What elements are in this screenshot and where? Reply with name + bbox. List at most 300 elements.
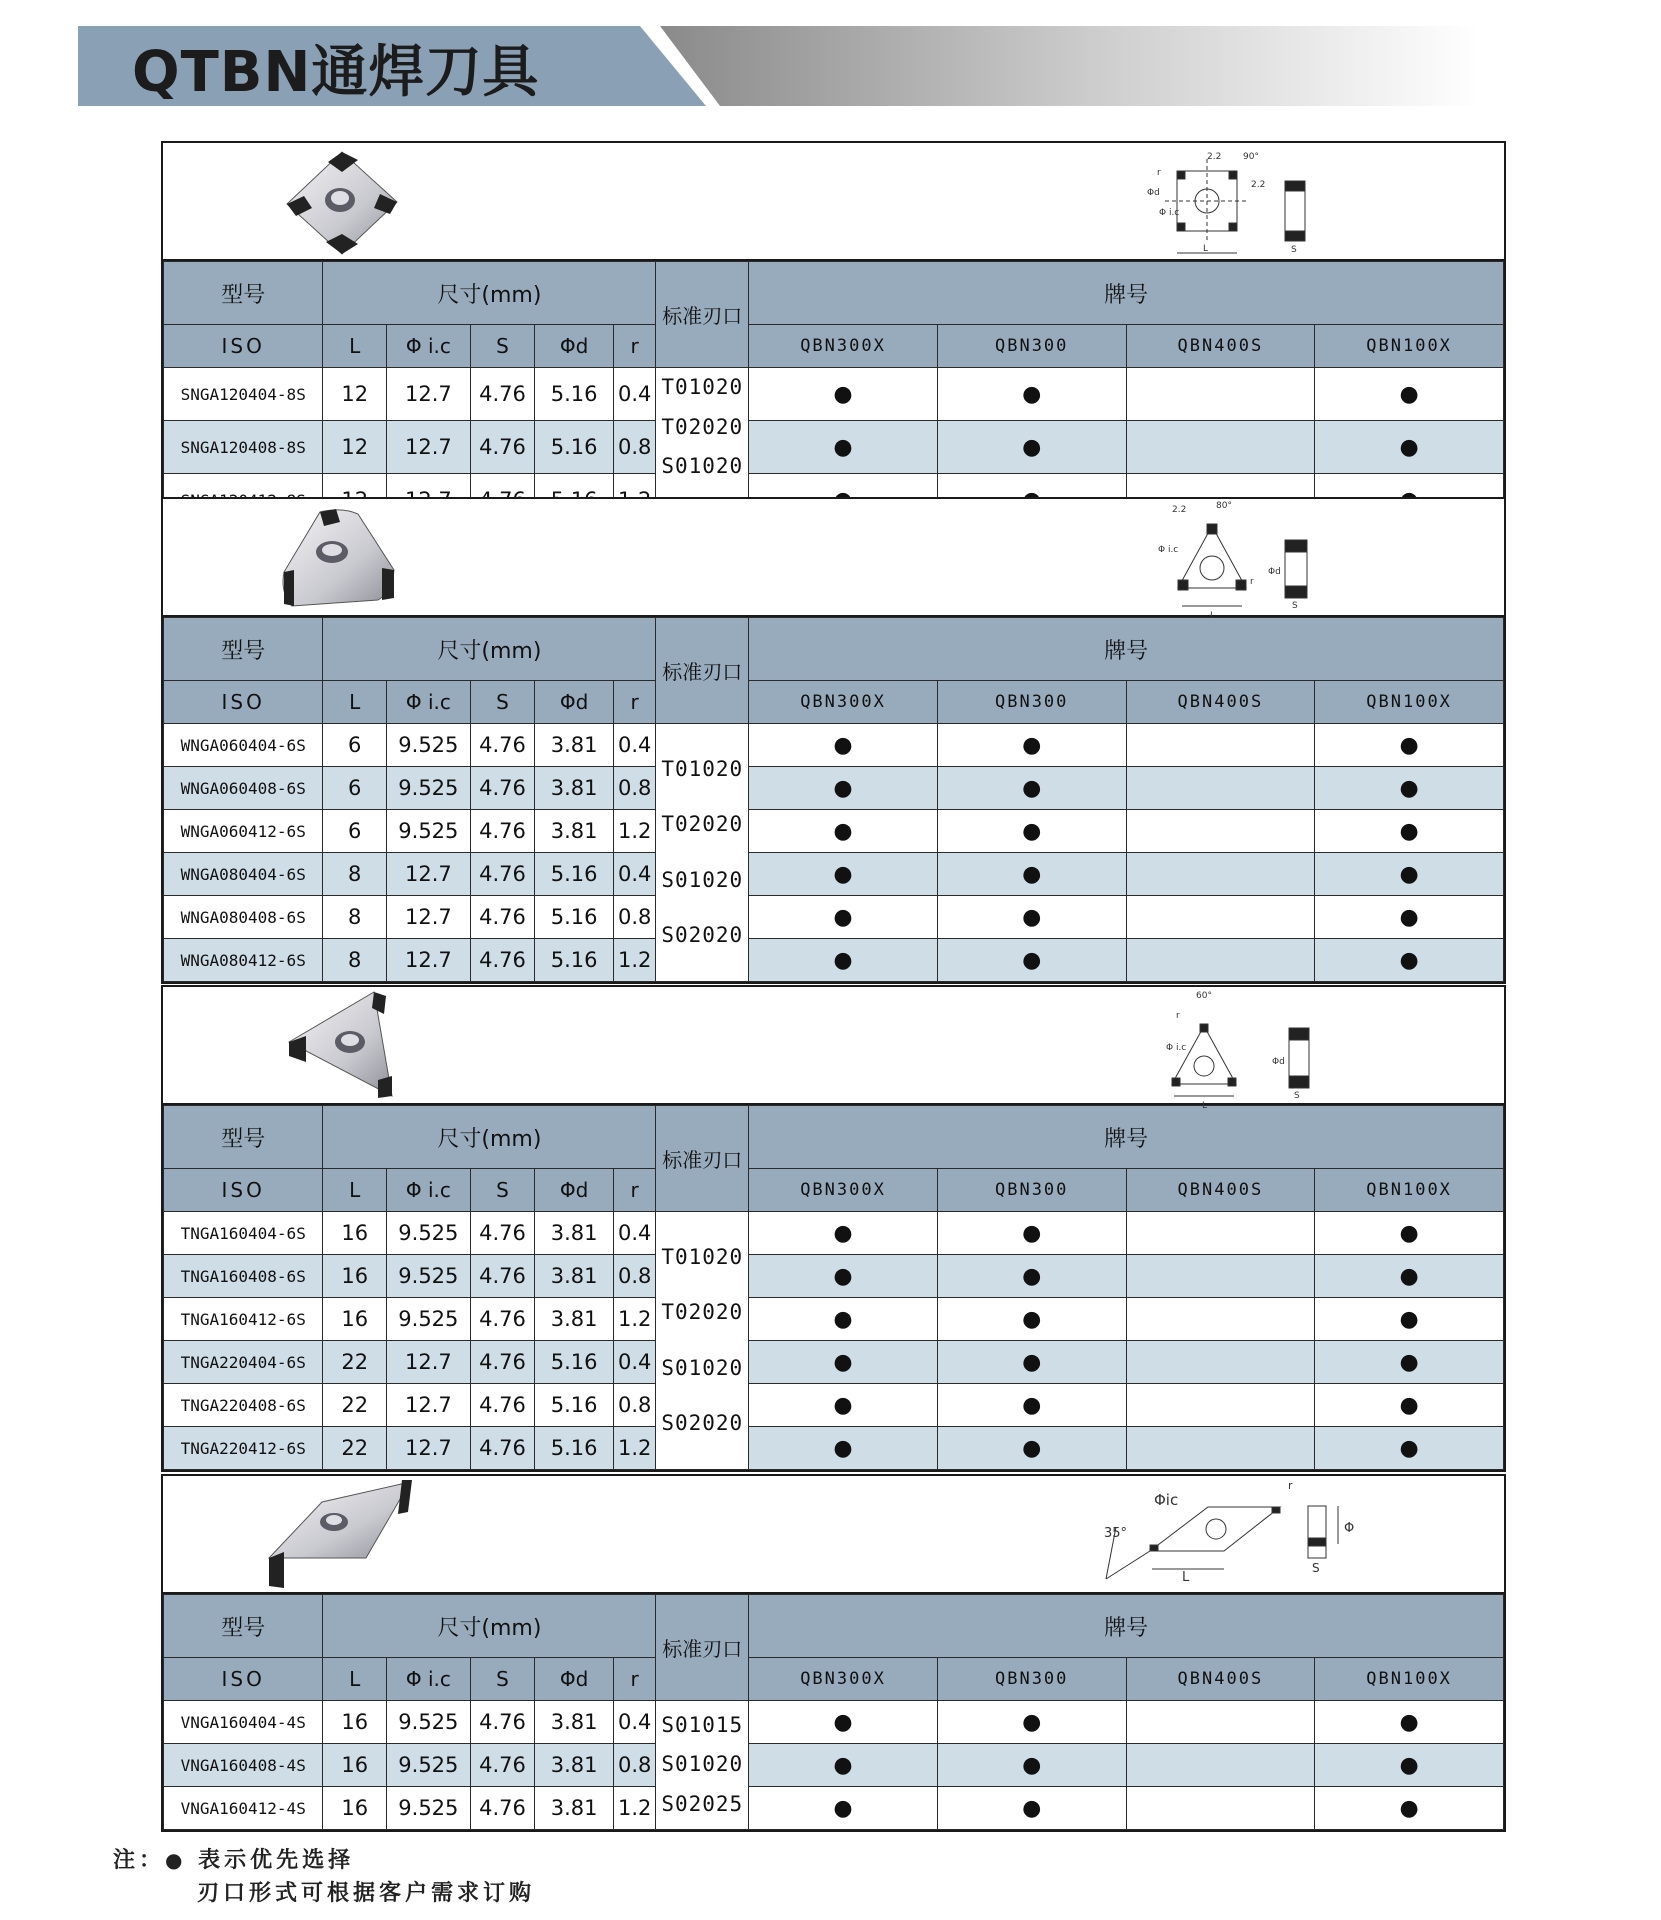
grade-availability-cell xyxy=(1315,1255,1504,1298)
recommended-dot-icon: ● xyxy=(1022,819,1042,844)
dim-header-d: Φd xyxy=(535,1169,614,1212)
grade-availability-cell xyxy=(1126,939,1315,982)
dim-value-S: 4.76 xyxy=(470,1701,535,1744)
dim-header-ic: Φ i.c xyxy=(386,681,470,724)
header-row xyxy=(164,1106,1504,1169)
brand-column-header: QBN400S xyxy=(1126,1658,1315,1701)
recommended-dot-icon: ● xyxy=(1399,435,1419,460)
grade-availability-cell xyxy=(937,1255,1126,1298)
edge-code: S01020 xyxy=(661,1355,744,1380)
iso-code: TNGA220412-6S xyxy=(164,1427,323,1470)
page-title: QTBN通焊刀具 xyxy=(132,40,540,105)
dim-value-d: 3.81 xyxy=(535,1787,614,1830)
grade-availability-cell xyxy=(937,1298,1126,1341)
recommended-dot-icon: ● xyxy=(833,1307,853,1332)
dim-header-r: r xyxy=(613,325,655,368)
dim-value-r: 1.2 xyxy=(613,1787,655,1830)
dim-value-S: 4.76 xyxy=(470,421,535,474)
table-row xyxy=(164,1701,1504,1744)
spec-table xyxy=(163,261,1504,527)
dim-value-S: 4.76 xyxy=(470,810,535,853)
grade-availability-cell xyxy=(1126,1255,1315,1298)
dim-value-r: 1.2 xyxy=(613,1298,655,1341)
recommended-dot-icon: ● xyxy=(833,1393,853,1418)
grade-availability-cell xyxy=(1315,1341,1504,1384)
iso-header: ISO xyxy=(164,1169,323,1212)
edge-code: S02020 xyxy=(661,1411,744,1435)
iso-header: ISO xyxy=(164,325,323,368)
dim-header-L: L xyxy=(323,325,387,368)
grade-availability-cell xyxy=(749,853,938,896)
standard-edge-list xyxy=(656,724,749,982)
footnote xyxy=(113,1843,535,1909)
header-row xyxy=(164,1595,1504,1658)
subheader-row xyxy=(164,681,1504,724)
recommended-dot-icon: ● xyxy=(1399,819,1419,844)
dim-value-d: 3.81 xyxy=(535,1744,614,1787)
dim-header-r: r xyxy=(613,1169,655,1212)
dim-value-r: 0.8 xyxy=(613,1384,655,1427)
model-header: 型号 xyxy=(164,618,323,681)
recommended-dot-icon: ● xyxy=(833,1753,853,1778)
table-row xyxy=(164,853,1504,896)
dim-value-S: 4.76 xyxy=(470,939,535,982)
recommended-dot-icon: ● xyxy=(1022,1436,1042,1461)
dim-value-r: 0.4 xyxy=(613,853,655,896)
brand-header: 牌号 xyxy=(749,1595,1504,1658)
grade-availability-cell xyxy=(749,421,938,474)
grade-availability-cell xyxy=(937,1701,1126,1744)
table-row xyxy=(164,896,1504,939)
dim-value-d: 5.16 xyxy=(535,896,614,939)
dim-value-S: 4.76 xyxy=(470,767,535,810)
dim-value-L: 8 xyxy=(323,896,387,939)
drawing-label: 2.2 xyxy=(1207,152,1222,162)
dim-value-d: 5.16 xyxy=(535,939,614,982)
drawing-label: 2.2 xyxy=(1251,180,1266,190)
grade-availability-cell xyxy=(749,1255,938,1298)
table-row xyxy=(164,1298,1504,1341)
grade-availability-cell xyxy=(1315,421,1504,474)
dim-value-L: 16 xyxy=(323,1212,387,1255)
grade-availability-cell xyxy=(749,368,938,421)
insert-illustration xyxy=(163,987,1504,1111)
table-row xyxy=(164,1341,1504,1384)
dim-header-S: S xyxy=(470,1658,535,1701)
recommended-dot-icon: ● xyxy=(833,1350,853,1375)
recommended-dot-icon: ● xyxy=(1399,1307,1419,1332)
dim-value-ic: 12.7 xyxy=(386,939,470,982)
dim-value-r: 1.2 xyxy=(613,1427,655,1470)
dim-value-L: 16 xyxy=(323,1255,387,1298)
dim-value-L: 8 xyxy=(323,939,387,982)
insert-illustration xyxy=(163,143,1504,259)
recommended-dot-icon: ● xyxy=(1022,862,1042,887)
grade-availability-cell xyxy=(937,853,1126,896)
drawing-label: r xyxy=(1250,577,1254,587)
recommended-dot-icon: ● xyxy=(1399,862,1419,887)
recommended-dot-icon: ● xyxy=(1022,776,1042,801)
drawing-label: S xyxy=(1291,245,1297,255)
dim-header-d: Φd xyxy=(535,1658,614,1701)
dim-value-ic: 12.7 xyxy=(386,1427,470,1470)
grade-availability-cell xyxy=(937,421,1126,474)
recommended-dot-icon: ● xyxy=(833,862,853,887)
dim-value-ic: 12.7 xyxy=(386,1341,470,1384)
dim-value-L: 16 xyxy=(323,1701,387,1744)
grade-availability-cell xyxy=(749,939,938,982)
standard-edge-list xyxy=(656,1212,749,1470)
table-row xyxy=(164,1427,1504,1470)
grade-availability-cell xyxy=(1126,724,1315,767)
edge-code: T01020 xyxy=(661,756,744,781)
drawing-label: 60° xyxy=(1196,991,1212,1001)
dim-value-S: 4.76 xyxy=(470,853,535,896)
model-header: 型号 xyxy=(164,262,323,325)
drawing-label: L xyxy=(1210,611,1216,621)
iso-code: TNGA160412-6S xyxy=(164,1298,323,1341)
brand-column-header: QBN300X xyxy=(749,325,938,368)
subheader-row xyxy=(164,1169,1504,1212)
grade-availability-cell xyxy=(1315,896,1504,939)
dim-header-d: Φd xyxy=(535,681,614,724)
table-row xyxy=(164,1212,1504,1255)
drawing-label: Φd xyxy=(1268,567,1281,577)
grade-availability-cell xyxy=(937,1341,1126,1384)
grade-availability-cell xyxy=(1126,1787,1315,1830)
dim-value-S: 4.76 xyxy=(470,1298,535,1341)
brand-column-header: QBN100X xyxy=(1315,1169,1504,1212)
dim-value-d: 3.81 xyxy=(535,810,614,853)
dim-value-r: 0.8 xyxy=(613,1255,655,1298)
edge-code: S01020 xyxy=(661,867,744,892)
brand-column-header: QBN300 xyxy=(937,681,1126,724)
dim-value-d: 5.16 xyxy=(535,1384,614,1427)
dim-value-S: 4.76 xyxy=(470,896,535,939)
brand-header: 牌号 xyxy=(749,1106,1504,1169)
grade-availability-cell xyxy=(937,724,1126,767)
edge-code: T02020 xyxy=(661,414,744,439)
drawing-label: Φd xyxy=(1272,1057,1285,1067)
dim-value-r: 0.4 xyxy=(613,368,655,421)
dim-value-ic: 9.525 xyxy=(386,767,470,810)
recommended-dot-icon: ● xyxy=(833,1264,853,1289)
model-header: 型号 xyxy=(164,1595,323,1658)
grade-availability-cell xyxy=(749,1298,938,1341)
dim-value-d: 5.16 xyxy=(535,421,614,474)
recommended-dot-icon: ● xyxy=(1399,776,1419,801)
iso-code: WNGA060412-6S xyxy=(164,810,323,853)
insert-image-row xyxy=(163,499,1504,621)
recommended-dot-icon: ● xyxy=(1022,1393,1042,1418)
table-row xyxy=(164,724,1504,767)
dim-value-d: 5.16 xyxy=(535,1341,614,1384)
dim-value-L: 22 xyxy=(323,1427,387,1470)
drawing-label: S xyxy=(1292,601,1298,611)
technical-drawing-trigon xyxy=(1158,501,1307,621)
note-prefix: 注： xyxy=(113,1848,166,1873)
iso-code: WNGA080408-6S xyxy=(164,896,323,939)
recommended-dot-icon: ● xyxy=(833,948,853,973)
table-row xyxy=(164,1787,1504,1830)
recommended-dot-icon: ● xyxy=(1399,1796,1419,1821)
dim-value-ic: 9.525 xyxy=(386,810,470,853)
edge-code: T01020 xyxy=(661,375,744,399)
dim-value-ic: 9.525 xyxy=(386,724,470,767)
recommended-dot-icon: ● xyxy=(833,819,853,844)
brand-column-header: QBN400S xyxy=(1126,325,1315,368)
insert-illustration xyxy=(163,1476,1504,1592)
grade-availability-cell xyxy=(1126,1341,1315,1384)
drawing-label: Φ i.c xyxy=(1159,208,1180,218)
dim-header-ic: Φ i.c xyxy=(386,1658,470,1701)
recommended-dot-icon: ● xyxy=(833,733,853,758)
recommended-dot-icon: ● xyxy=(1022,1307,1042,1332)
dim-value-S: 4.76 xyxy=(470,1255,535,1298)
grade-availability-cell xyxy=(1315,1298,1504,1341)
insert-illustration xyxy=(163,499,1504,621)
dim-value-ic: 9.525 xyxy=(386,1744,470,1787)
recommended-dot-icon: ● xyxy=(1022,1264,1042,1289)
dim-value-d: 3.81 xyxy=(535,767,614,810)
drawing-label: Φ i.c xyxy=(1166,1043,1187,1053)
insert-section-triangle xyxy=(161,985,1506,1472)
insert-photo-trigon xyxy=(283,509,394,606)
dim-value-r: 1.2 xyxy=(613,939,655,982)
recommended-dot-icon: ● xyxy=(1399,733,1419,758)
grade-availability-cell xyxy=(1315,1744,1504,1787)
edge-code: S01015 xyxy=(661,1712,744,1737)
recommended-dot-icon: ● xyxy=(833,776,853,801)
edge-code: S02020 xyxy=(661,923,744,947)
dim-value-L: 6 xyxy=(323,810,387,853)
grade-availability-cell xyxy=(1315,767,1504,810)
iso-code: TNGA160404-6S xyxy=(164,1212,323,1255)
dim-value-S: 4.76 xyxy=(470,1787,535,1830)
dim-value-L: 16 xyxy=(323,1298,387,1341)
technical-drawing-square xyxy=(1147,152,1305,255)
recommended-dot-icon: ● xyxy=(1399,1350,1419,1375)
dim-value-r: 0.8 xyxy=(613,896,655,939)
dim-header-ic: Φ i.c xyxy=(386,1169,470,1212)
drawing-label: 90° xyxy=(1243,152,1259,162)
drawing-label: 80° xyxy=(1216,501,1232,511)
insert-section-trigon xyxy=(161,497,1506,984)
technical-drawing-rhombus xyxy=(1104,1479,1354,1585)
dim-value-ic: 9.525 xyxy=(386,1298,470,1341)
recommended-dot-icon: ● xyxy=(833,1221,853,1246)
recommended-dot-icon: ● xyxy=(1399,1393,1419,1418)
brand-column-header: QBN300X xyxy=(749,1658,938,1701)
dim-value-ic: 9.525 xyxy=(386,1787,470,1830)
size-header: 尺寸(mm) xyxy=(323,262,656,325)
recommended-dot-icon: ● xyxy=(1399,905,1419,930)
recommended-dot-icon: ● xyxy=(1022,905,1042,930)
grade-availability-cell xyxy=(1315,939,1504,982)
dim-value-S: 4.76 xyxy=(470,1384,535,1427)
dim-header-L: L xyxy=(323,1658,387,1701)
grade-availability-cell xyxy=(1126,1298,1315,1341)
recommended-dot-icon: ● xyxy=(1399,948,1419,973)
grade-availability-cell xyxy=(749,1701,938,1744)
grade-availability-cell xyxy=(1126,853,1315,896)
dim-value-ic: 12.7 xyxy=(386,853,470,896)
iso-code: WNGA060408-6S xyxy=(164,767,323,810)
edge-header: 标准刃口 xyxy=(656,262,749,368)
model-header: 型号 xyxy=(164,1106,323,1169)
table-row xyxy=(164,1744,1504,1787)
header-banner xyxy=(0,0,1661,120)
drawing-label: L xyxy=(1202,1101,1208,1111)
recommended-dot-icon: ● xyxy=(1022,382,1042,407)
table-row xyxy=(164,1384,1504,1427)
dim-value-L: 22 xyxy=(323,1384,387,1427)
edge-code: S02025 xyxy=(661,1791,744,1816)
grade-availability-cell xyxy=(1126,1701,1315,1744)
dim-value-S: 4.76 xyxy=(470,1341,535,1384)
dim-header-d: Φd xyxy=(535,325,614,368)
table-row xyxy=(164,939,1504,982)
drawing-label: r xyxy=(1157,168,1161,178)
grade-availability-cell xyxy=(1315,1212,1504,1255)
subheader-row xyxy=(164,325,1504,368)
dim-value-d: 3.81 xyxy=(535,724,614,767)
dim-value-r: 0.8 xyxy=(613,421,655,474)
dot-icon: ● xyxy=(165,1848,187,1872)
brand-column-header: QBN300 xyxy=(937,325,1126,368)
grade-availability-cell xyxy=(1315,1701,1504,1744)
grade-availability-cell xyxy=(749,1427,938,1470)
insert-photo-rhombus xyxy=(269,1480,412,1588)
dim-value-r: 1.2 xyxy=(613,810,655,853)
spec-table xyxy=(163,1594,1504,1830)
dim-value-S: 4.76 xyxy=(470,1744,535,1787)
edge-code: S01020 xyxy=(661,454,744,478)
brand-column-header: QBN100X xyxy=(1315,325,1504,368)
recommended-dot-icon: ● xyxy=(1399,1753,1419,1778)
insert-image-row xyxy=(163,1476,1504,1594)
recommended-dot-icon: ● xyxy=(833,435,853,460)
recommended-dot-icon: ● xyxy=(833,1796,853,1821)
dim-value-ic: 9.525 xyxy=(386,1255,470,1298)
grade-availability-cell xyxy=(749,767,938,810)
dim-value-L: 8 xyxy=(323,853,387,896)
note-line-1: 表示优先选择 xyxy=(198,1848,355,1873)
brand-column-header: QBN300X xyxy=(749,681,938,724)
iso-code: TNGA220404-6S xyxy=(164,1341,323,1384)
grade-availability-cell xyxy=(937,767,1126,810)
brand-header: 牌号 xyxy=(749,618,1504,681)
grade-availability-cell xyxy=(749,724,938,767)
grade-availability-cell xyxy=(1126,421,1315,474)
brand-column-header: QBN100X xyxy=(1315,681,1504,724)
iso-code: WNGA080404-6S xyxy=(164,853,323,896)
grade-availability-cell xyxy=(1315,368,1504,421)
grade-availability-cell xyxy=(1126,810,1315,853)
drawing-label: Φ xyxy=(1344,1521,1355,1536)
dim-value-ic: 12.7 xyxy=(386,421,470,474)
dim-value-d: 3.81 xyxy=(535,1298,614,1341)
grade-availability-cell xyxy=(1126,896,1315,939)
dim-value-L: 6 xyxy=(323,767,387,810)
dim-value-ic: 12.7 xyxy=(386,1384,470,1427)
grade-availability-cell xyxy=(1315,853,1504,896)
insert-section-square xyxy=(161,141,1506,529)
note-line-2: 刃口形式可根据客户需求订购 xyxy=(197,1881,536,1906)
insert-photo-triangle xyxy=(289,992,392,1098)
recommended-dot-icon: ● xyxy=(1399,382,1419,407)
drawing-label: Φ i.c xyxy=(1158,545,1179,555)
edge-header: 标准刃口 xyxy=(656,618,749,724)
dim-value-d: 3.81 xyxy=(535,1701,614,1744)
grade-availability-cell xyxy=(1315,1787,1504,1830)
brand-header: 牌号 xyxy=(749,262,1504,325)
edge-header: 标准刃口 xyxy=(656,1106,749,1212)
grade-availability-cell xyxy=(937,1744,1126,1787)
recommended-dot-icon: ● xyxy=(1022,435,1042,460)
drawing-label: L xyxy=(1182,1570,1190,1585)
dim-value-S: 4.76 xyxy=(470,1427,535,1470)
dim-value-ic: 12.7 xyxy=(386,368,470,421)
recommended-dot-icon: ● xyxy=(1022,1221,1042,1246)
grade-availability-cell xyxy=(1126,1384,1315,1427)
table-row xyxy=(164,421,1504,474)
iso-code: WNGA080412-6S xyxy=(164,939,323,982)
grade-availability-cell xyxy=(937,1787,1126,1830)
grade-availability-cell xyxy=(749,1384,938,1427)
brand-column-header: QBN300X xyxy=(749,1169,938,1212)
recommended-dot-icon: ● xyxy=(1022,1710,1042,1735)
insert-photo-square xyxy=(287,152,397,254)
recommended-dot-icon: ● xyxy=(1399,1264,1419,1289)
grade-availability-cell xyxy=(1315,724,1504,767)
dim-value-L: 12 xyxy=(323,368,387,421)
table-row xyxy=(164,810,1504,853)
dim-value-L: 16 xyxy=(323,1744,387,1787)
edge-code: T01020 xyxy=(661,1244,744,1269)
grade-availability-cell xyxy=(937,1212,1126,1255)
drawing-label: r xyxy=(1288,1479,1293,1492)
iso-code: SNGA120408-8S xyxy=(164,421,323,474)
drawing-label: Φic xyxy=(1154,1491,1179,1509)
dim-header-S: S xyxy=(470,681,535,724)
dim-value-ic: 9.525 xyxy=(386,1701,470,1744)
dim-value-r: 0.8 xyxy=(613,767,655,810)
insert-image-row xyxy=(163,143,1504,261)
header-row xyxy=(164,262,1504,325)
dim-value-S: 4.76 xyxy=(470,368,535,421)
drawing-label: Φd xyxy=(1147,188,1160,198)
dim-value-ic: 9.525 xyxy=(386,1212,470,1255)
dim-value-L: 12 xyxy=(323,421,387,474)
grade-availability-cell xyxy=(1126,1427,1315,1470)
recommended-dot-icon: ● xyxy=(1022,1796,1042,1821)
dim-value-r: 0.4 xyxy=(613,1701,655,1744)
recommended-dot-icon: ● xyxy=(1022,1753,1042,1778)
table-row xyxy=(164,767,1504,810)
grade-availability-cell xyxy=(937,939,1126,982)
recommended-dot-icon: ● xyxy=(1022,733,1042,758)
iso-header: ISO xyxy=(164,681,323,724)
iso-header: ISO xyxy=(164,1658,323,1701)
dim-value-L: 22 xyxy=(323,1341,387,1384)
dim-header-ic: Φ i.c xyxy=(386,325,470,368)
dim-header-L: L xyxy=(323,681,387,724)
grade-availability-cell xyxy=(1126,767,1315,810)
technical-drawing-triangle xyxy=(1166,991,1309,1111)
dim-value-r: 0.4 xyxy=(613,1341,655,1384)
spec-table xyxy=(163,1105,1504,1470)
